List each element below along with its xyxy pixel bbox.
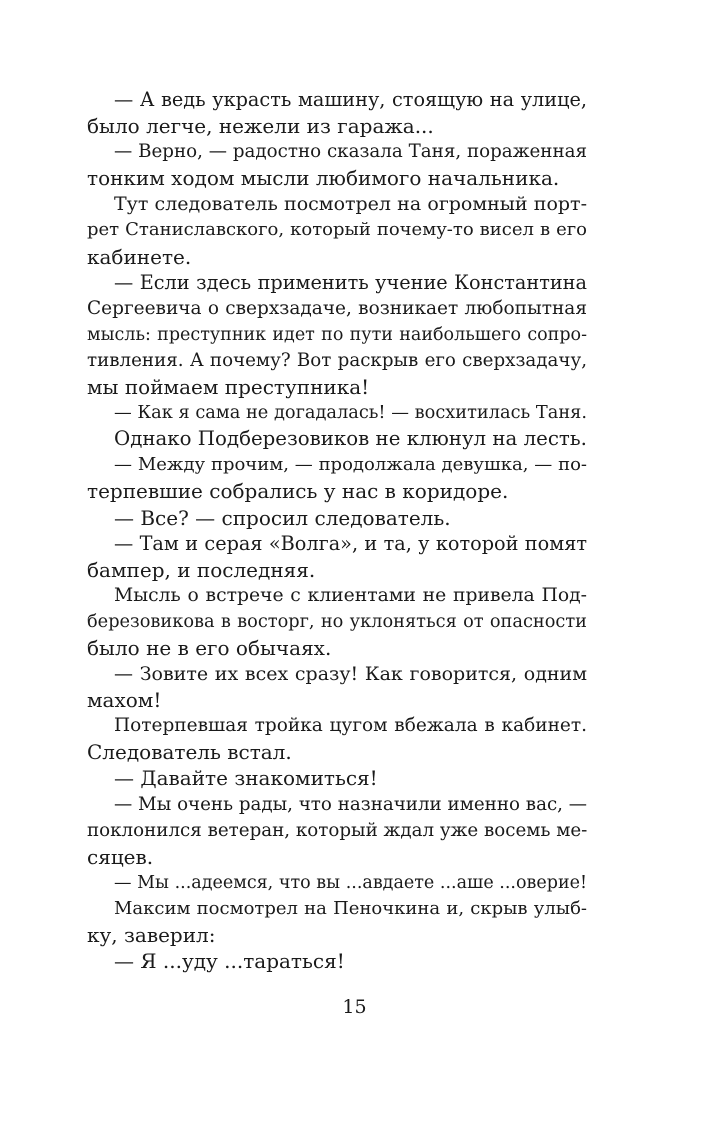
text-line: поклонился ветеран, который ждал уже восемь ме-: [87, 819, 588, 841]
text-line: Потерпевшая тройка цугом вбежала в кабинет.: [114, 715, 587, 737]
text-line: — Там и серая «Волга», и та, у которой помят: [114, 531, 587, 555]
text-line: — Давайте знакомиться!: [114, 766, 378, 791]
text-line: мы поймаем преступника!: [87, 375, 370, 400]
text-line: мысль: преступник идет по пути наибольшего сопро-: [87, 324, 587, 345]
text-line: рет Станиславского, который почему-то висел в его: [87, 219, 587, 241]
text-line: Следователь встал.: [87, 740, 292, 765]
text-line: Тут следователь посмотрел на огромный порт-: [114, 193, 587, 216]
text-line: терпевшие собрались у нас в коридоре.: [87, 479, 509, 504]
text-line: — А ведь украсть машину, стоящую на улице,: [114, 88, 587, 111]
page-number: 15: [342, 996, 367, 1018]
text-line: — Верно, — радостно сказала Таня, пораженная: [114, 141, 587, 163]
text-line: — Мы очень рады, что назначили именно вас, —: [114, 793, 588, 815]
text-line: Максим посмотрел на Пеночкина и, скрыв улыб-: [114, 897, 587, 919]
text-line: — Как я сама не догадалась! — восхитилась Таня.: [114, 403, 587, 424]
text-line: — Между прочим, — продолжала девушка, — по-: [114, 454, 587, 476]
text-line: махом!: [87, 688, 162, 713]
body-text: [87, 87, 587, 974]
text-line: ку, заверил:: [87, 923, 216, 947]
text-line: Мысль о встрече с клиентами не привела Под-: [114, 584, 587, 606]
text-line: бампер, и последняя.: [87, 557, 316, 582]
text-line: тонким ходом мысли любимого начальника.: [87, 166, 560, 191]
text-line: было легче, нежели из гаража...: [87, 114, 434, 139]
text-line: сяцев.: [87, 844, 154, 869]
text-line: Однако Подберезовиков не клюнул на лесть.: [114, 427, 587, 451]
text-line: было не в его обычаях.: [87, 635, 332, 660]
text-line: — Если здесь применить учение Константина: [114, 270, 587, 294]
text-line: Сергеевича о сверхзадаче, возникает любопытная: [87, 297, 587, 319]
text-line: березовикова в восторг, но уклоняться от опасности: [87, 611, 587, 632]
text-line: — Я ...уду ...тараться!: [114, 949, 345, 974]
text-line: — Все? — спросил следователь.: [114, 505, 451, 530]
text-line: кабинете.: [87, 244, 192, 269]
text-line: — Мы ...адеемся, что вы ...авдаете ...аше ...оверие!: [114, 872, 587, 893]
text-line: — Зовите их всех сразу! Как говорится, одним: [114, 663, 587, 686]
text-line: тивления. А почему? Вот раскрыв его сверхзадачу,: [87, 349, 587, 371]
